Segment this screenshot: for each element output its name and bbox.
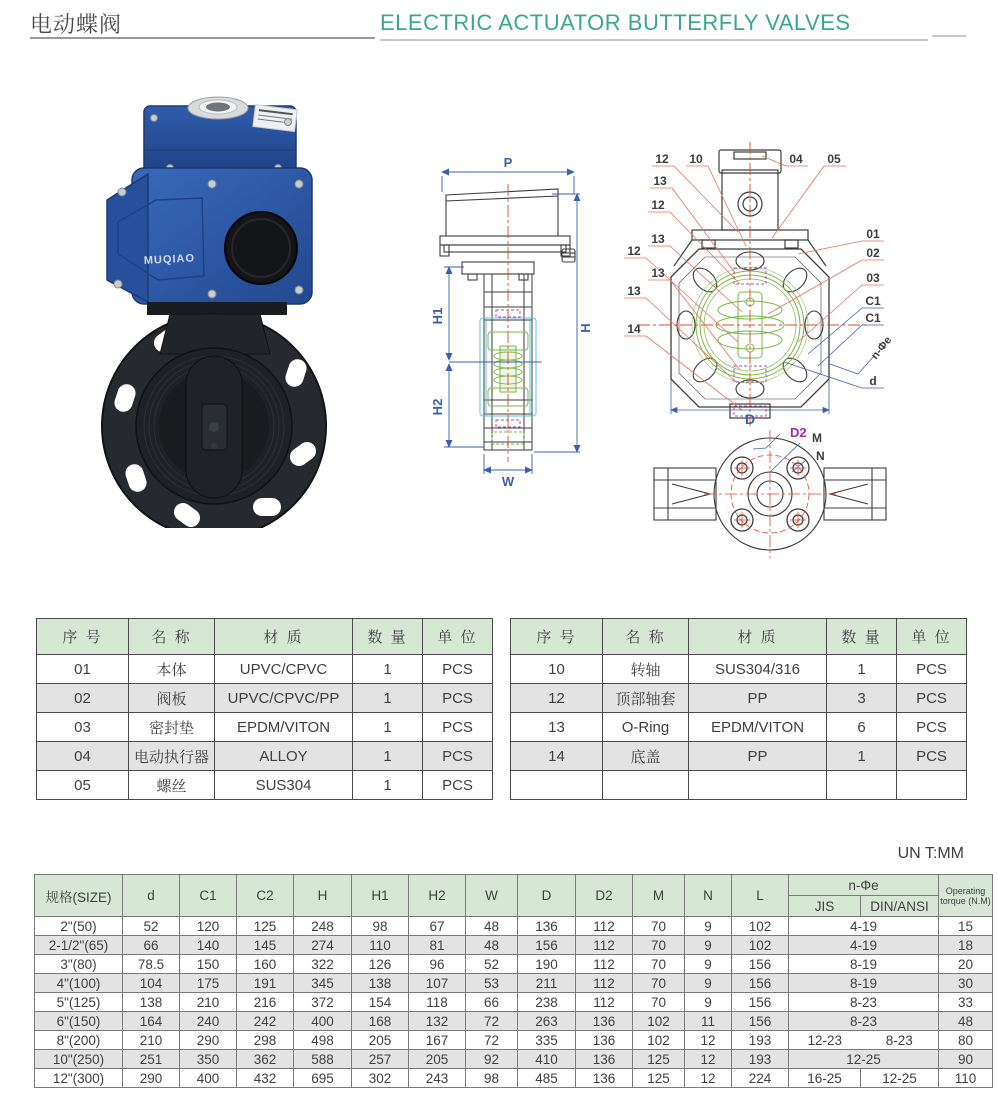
table-cell: 167: [409, 1031, 466, 1050]
table-cell: 96: [409, 955, 466, 974]
dimensions-table: [34, 874, 993, 1088]
table-cell: 138: [352, 974, 409, 993]
table-cell: 243: [409, 1069, 466, 1088]
table-cell: 11: [685, 1012, 732, 1031]
table-cell: 400: [294, 1012, 352, 1031]
dim-label-w: W: [501, 474, 515, 489]
table-cell: 3"(80): [35, 955, 123, 974]
callout-leaders-red: [624, 156, 884, 410]
table-cell: O-Ring: [603, 713, 689, 742]
dim-label-h: H: [578, 323, 593, 333]
table-cell: 193: [732, 1031, 789, 1050]
table-cell: 156: [518, 936, 576, 955]
table-cell: 136: [518, 917, 576, 936]
callout-05: 05: [827, 152, 841, 166]
dim-label-d2: D2: [790, 425, 807, 440]
side-view-drawing: [422, 150, 622, 495]
table-cell: 432: [237, 1069, 294, 1088]
table-cell: 164: [123, 1012, 180, 1031]
table-cell: 4"(100): [35, 974, 123, 993]
table-cell: 588: [294, 1050, 352, 1069]
column-header: W: [466, 875, 518, 917]
table-cell: 695: [294, 1069, 352, 1088]
column-header: D: [518, 875, 576, 917]
callout-c1-a: C1: [865, 294, 881, 308]
table-cell: 9: [685, 917, 732, 936]
table-cell: PCS: [897, 655, 967, 684]
table-cell: 224: [732, 1069, 789, 1088]
product-photo: [52, 88, 352, 528]
dim-label-m: M: [812, 431, 822, 445]
column-header: H: [294, 875, 352, 917]
column-header-bolt-group: n-Φe: [789, 875, 939, 896]
table-cell: PP: [689, 684, 827, 713]
table-cell: 193: [732, 1050, 789, 1069]
table-cell: 9: [685, 955, 732, 974]
table-cell: 转轴: [603, 655, 689, 684]
table-cell: 70: [633, 955, 685, 974]
table-cell: 205: [409, 1050, 466, 1069]
table-cell: 阀板: [129, 684, 215, 713]
page-title-en: ELECTRIC ACTUATOR BUTTERFLY VALVES: [380, 10, 851, 35]
table-cell: 8-23: [789, 993, 939, 1012]
table-cell: 168: [352, 1012, 409, 1031]
table-cell: 1: [353, 771, 423, 800]
callout-02: 02: [866, 246, 880, 260]
table-cell: 145: [237, 936, 294, 955]
table-cell: 70: [633, 917, 685, 936]
table-cell: 98: [466, 1069, 518, 1088]
table-cell: 48: [466, 936, 518, 955]
table-cell: 263: [518, 1012, 576, 1031]
table-cell: 顶部轴套: [603, 684, 689, 713]
table-cell: 密封垫: [129, 713, 215, 742]
table-cell: 8-19: [789, 974, 939, 993]
table-cell: ALLOY: [215, 742, 353, 771]
table-cell: 248: [294, 917, 352, 936]
table-cell: 03: [37, 713, 129, 742]
table-cell: 10: [511, 655, 603, 684]
table-cell: 9: [685, 993, 732, 1012]
table-row: [35, 1050, 993, 1069]
table-cell: 1: [353, 684, 423, 713]
table-cell: 140: [180, 936, 237, 955]
table-cell: 18: [939, 936, 993, 955]
callout-01: 01: [866, 227, 880, 241]
table-cell: PCS: [423, 771, 493, 800]
callout-14: 14: [627, 322, 641, 336]
callout-12-a: 12: [651, 198, 665, 212]
table-cell: PCS: [423, 713, 493, 742]
table-cell: 52: [466, 955, 518, 974]
table-cell: 110: [939, 1069, 993, 1088]
table-row: [37, 684, 493, 713]
table-row: [37, 713, 493, 742]
table-cell: 372: [294, 993, 352, 1012]
table-cell: 81: [409, 936, 466, 955]
table-cell: SUS304: [215, 771, 353, 800]
table-row: [511, 771, 967, 800]
table-cell: 242: [237, 1012, 294, 1031]
table-cell: 8-23: [861, 1031, 939, 1050]
column-header: 数 量: [827, 619, 897, 655]
table-cell: UPVC/CPVC: [215, 655, 353, 684]
actuator-top-box: [144, 97, 297, 176]
table-cell: 110: [352, 936, 409, 955]
dim-label-D: D: [744, 411, 756, 427]
table-cell: 322: [294, 955, 352, 974]
table-cell: [511, 771, 603, 800]
column-header: 单 位: [897, 619, 967, 655]
column-header: H1: [352, 875, 409, 917]
table-cell: 112: [576, 955, 633, 974]
table-cell: 52: [123, 917, 180, 936]
table-row: [37, 742, 493, 771]
table-cell: 53: [466, 974, 518, 993]
column-header: 序 号: [37, 619, 129, 655]
table-cell: 1: [353, 655, 423, 684]
table-cell: 螺丝: [129, 771, 215, 800]
column-header: 规格(SIZE): [35, 875, 123, 917]
table-cell: 70: [633, 936, 685, 955]
table-cell: 6"(150): [35, 1012, 123, 1031]
parts-table-left: [36, 618, 493, 800]
callout-04: 04: [789, 152, 803, 166]
table-cell: 本体: [129, 655, 215, 684]
column-header: 名 称: [129, 619, 215, 655]
table-cell: 210: [180, 993, 237, 1012]
dim-label-h2: H2: [430, 398, 445, 416]
table-cell: 257: [352, 1050, 409, 1069]
dim-label-h1: H1: [430, 307, 445, 325]
table-row: [35, 917, 993, 936]
valve-body: [102, 314, 326, 528]
callout-13-b: 13: [651, 232, 665, 246]
table-cell: SUS304/316: [689, 655, 827, 684]
table-cell: 112: [576, 917, 633, 936]
table-cell: 126: [352, 955, 409, 974]
column-header: 单 位: [423, 619, 493, 655]
table-row: [35, 1069, 993, 1088]
table-cell: 125: [237, 917, 294, 936]
title-underline-right-short: [932, 35, 966, 37]
table-row: [35, 955, 993, 974]
table-cell: 5"(125): [35, 993, 123, 1012]
table-cell: 98: [352, 917, 409, 936]
table-cell: 120: [180, 917, 237, 936]
table-cell: 400: [180, 1069, 237, 1088]
table-cell: 12: [685, 1050, 732, 1069]
table-cell: 240: [180, 1012, 237, 1031]
table-cell: 485: [518, 1069, 576, 1088]
table-cell: 190: [518, 955, 576, 974]
column-header: 序 号: [511, 619, 603, 655]
table-cell: 136: [576, 1031, 633, 1050]
column-header: C1: [180, 875, 237, 917]
table-cell: 205: [352, 1031, 409, 1050]
table-cell: 1: [353, 742, 423, 771]
table-cell: 102: [732, 917, 789, 936]
table-cell: 14: [511, 742, 603, 771]
table-row: [37, 655, 493, 684]
table-cell: 30: [939, 974, 993, 993]
table-cell: 12"(300): [35, 1069, 123, 1088]
table-cell: 362: [237, 1050, 294, 1069]
table-cell: 70: [633, 974, 685, 993]
table-row: [35, 936, 993, 955]
column-subheader: JIS: [789, 896, 861, 917]
table-cell: PCS: [423, 742, 493, 771]
table-cell: 72: [466, 1031, 518, 1050]
table-cell: 16-25: [789, 1069, 861, 1088]
table-cell: 136: [576, 1012, 633, 1031]
table-cell: 78.5: [123, 955, 180, 974]
table-cell: 12-25: [789, 1050, 939, 1069]
table-cell: EPDM/VITON: [689, 713, 827, 742]
table-cell: 01: [37, 655, 129, 684]
bottom-view-drawing: [640, 422, 980, 562]
title-underline-right: [380, 39, 928, 41]
callout-13-c: 13: [651, 266, 665, 280]
column-header: 材 质: [215, 619, 353, 655]
table-cell: 132: [409, 1012, 466, 1031]
table-cell: 80: [939, 1031, 993, 1050]
dim-label-n: N: [816, 449, 825, 463]
column-header: 材 质: [689, 619, 827, 655]
table-row: [35, 993, 993, 1012]
column-header: 名 称: [603, 619, 689, 655]
table-cell: PCS: [897, 713, 967, 742]
table-cell: 211: [518, 974, 576, 993]
header-row: [37, 619, 493, 655]
column-header: H2: [409, 875, 466, 917]
table-cell: 92: [466, 1050, 518, 1069]
table-cell: 156: [732, 993, 789, 1012]
table-cell: 104: [123, 974, 180, 993]
column-header: C2: [237, 875, 294, 917]
table-cell: 1: [353, 713, 423, 742]
callout-12-b: 12: [627, 244, 641, 258]
table-cell: 216: [237, 993, 294, 1012]
table-cell: PP: [689, 742, 827, 771]
product-label-sticker: [253, 105, 297, 132]
table-cell: 136: [576, 1050, 633, 1069]
table-cell: 410: [518, 1050, 576, 1069]
table-cell: 138: [123, 993, 180, 1012]
callout-03: 03: [866, 271, 880, 285]
table-cell: 底盖: [603, 742, 689, 771]
table-cell: 4-19: [789, 917, 939, 936]
column-header: D2: [576, 875, 633, 917]
table-cell: 20: [939, 955, 993, 974]
table-cell: PCS: [423, 684, 493, 713]
table-cell: 102: [732, 936, 789, 955]
table-cell: 251: [123, 1050, 180, 1069]
actuator-outline: [440, 189, 575, 280]
table-cell: 6: [827, 713, 897, 742]
table-cell: 12-23: [789, 1031, 861, 1050]
table-cell: 238: [518, 993, 576, 1012]
table-cell: UPVC/CPVC/PP: [215, 684, 353, 713]
table-cell: 67: [409, 917, 466, 936]
table-cell: [897, 771, 967, 800]
table-cell: 12: [685, 1069, 732, 1088]
callout-c1-b: C1: [865, 311, 881, 325]
table-cell: 90: [939, 1050, 993, 1069]
table-cell: 345: [294, 974, 352, 993]
table-cell: [689, 771, 827, 800]
table-row: [511, 655, 967, 684]
table-cell: 210: [123, 1031, 180, 1050]
table-cell: 107: [409, 974, 466, 993]
table-cell: PCS: [897, 742, 967, 771]
title-underline-left: [30, 37, 375, 39]
table-cell: 48: [939, 1012, 993, 1031]
table-row: [35, 974, 993, 993]
table-cell: 12: [511, 684, 603, 713]
table-cell: 136: [576, 1069, 633, 1088]
brand-text: MUQIAO: [143, 252, 196, 267]
table-row: [511, 742, 967, 771]
table-cell: 9: [685, 936, 732, 955]
table-cell: 02: [37, 684, 129, 713]
table-cell: 150: [180, 955, 237, 974]
table-cell: 102: [633, 1031, 685, 1050]
table-cell: 125: [633, 1050, 685, 1069]
table-cell: [603, 771, 689, 800]
table-cell: 498: [294, 1031, 352, 1050]
parts-table-right: [510, 618, 967, 800]
table-cell: PCS: [423, 655, 493, 684]
table-cell: 175: [180, 974, 237, 993]
table-cell: 8-19: [789, 955, 939, 974]
callout-12-top: 12: [655, 152, 669, 166]
table-cell: 290: [180, 1031, 237, 1050]
table-cell: 05: [37, 771, 129, 800]
table-cell: 298: [237, 1031, 294, 1050]
table-cell: 156: [732, 1012, 789, 1031]
header-row: [511, 619, 967, 655]
table-cell: 302: [352, 1069, 409, 1088]
table-cell: 2-1/2"(65): [35, 936, 123, 955]
callout-13-a: 13: [653, 174, 667, 188]
table-cell: 112: [576, 993, 633, 1012]
table-cell: 9: [685, 974, 732, 993]
column-header: N: [685, 875, 732, 917]
table-row: [35, 1012, 993, 1031]
table-cell: 3: [827, 684, 897, 713]
callout-10: 10: [689, 152, 703, 166]
table-cell: 66: [123, 936, 180, 955]
callout-d-small: d: [869, 374, 877, 388]
table-cell: 160: [237, 955, 294, 974]
table-row: [37, 771, 493, 800]
table-cell: 156: [732, 974, 789, 993]
table-cell: 1: [827, 742, 897, 771]
dimension-lines: [442, 172, 580, 474]
column-header: d: [123, 875, 180, 917]
table-cell: 2"(50): [35, 917, 123, 936]
table-cell: 102: [633, 1012, 685, 1031]
table-cell: 12-25: [861, 1069, 939, 1088]
table-cell: 118: [409, 993, 466, 1012]
table-cell: 350: [180, 1050, 237, 1069]
column-subheader: DIN/ANSI: [861, 896, 939, 917]
table-cell: 48: [466, 917, 518, 936]
dimension-labels: [430, 155, 593, 489]
table-cell: 125: [633, 1069, 685, 1088]
table-cell: 70: [633, 993, 685, 1012]
dims-header-row-1: [35, 875, 993, 896]
table-cell: 1: [827, 655, 897, 684]
table-cell: 4-19: [789, 936, 939, 955]
table-cell: 15: [939, 917, 993, 936]
table-row: [35, 1031, 993, 1050]
column-header: L: [732, 875, 789, 917]
unit-note: UN T:MM: [897, 845, 964, 862]
table-cell: 191: [237, 974, 294, 993]
table-cell: 33: [939, 993, 993, 1012]
callout-n-phi-e: n-Φe: [869, 334, 895, 362]
callout-leaders-blue: [671, 308, 884, 414]
table-cell: 8-23: [789, 1012, 939, 1031]
table-cell: 13: [511, 713, 603, 742]
table-cell: 66: [466, 993, 518, 1012]
dim-label-p: P: [503, 155, 513, 170]
table-cell: 156: [732, 955, 789, 974]
table-cell: 274: [294, 936, 352, 955]
table-row: [511, 713, 967, 742]
table-cell: 04: [37, 742, 129, 771]
table-cell: 335: [518, 1031, 576, 1050]
table-cell: 290: [123, 1069, 180, 1088]
actuator-knob: [225, 212, 297, 284]
actuator-body: [107, 168, 312, 315]
table-cell: PCS: [897, 684, 967, 713]
table-cell: 12: [685, 1031, 732, 1050]
table-cell: 154: [352, 993, 409, 1012]
table-cell: 112: [576, 974, 633, 993]
table-cell: 112: [576, 936, 633, 955]
table-cell: 8"(200): [35, 1031, 123, 1050]
callout-13-d: 13: [627, 284, 641, 298]
front-view-drawing: [622, 142, 982, 434]
column-header: M: [633, 875, 685, 917]
table-cell: 电动执行器: [129, 742, 215, 771]
column-header-torque: Operating torque (N.M): [939, 875, 993, 917]
table-cell: EPDM/VITON: [215, 713, 353, 742]
page-title-zh: 电动蝶阀: [30, 12, 123, 37]
column-header: 数 量: [353, 619, 423, 655]
table-cell: [827, 771, 897, 800]
table-cell: 72: [466, 1012, 518, 1031]
table-row: [511, 684, 967, 713]
table-cell: 10"(250): [35, 1050, 123, 1069]
